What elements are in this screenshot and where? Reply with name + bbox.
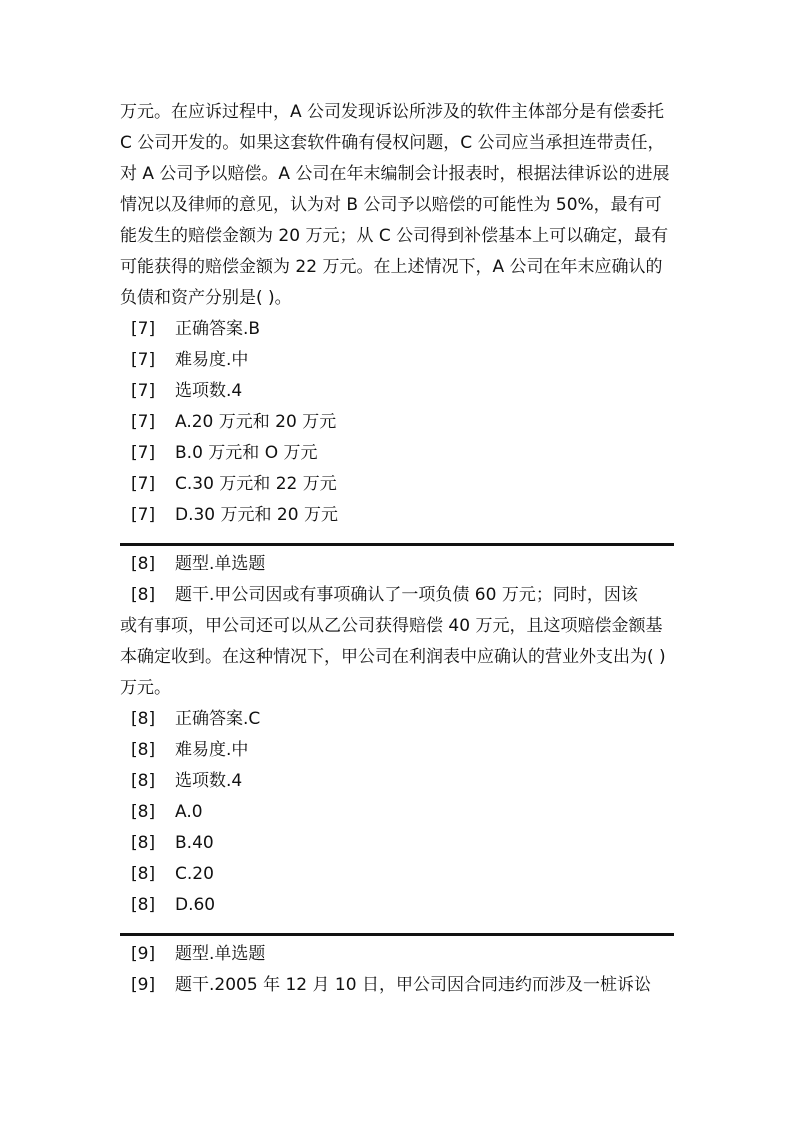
q8-option-b: B.40 bbox=[175, 833, 214, 853]
q8-option-count: 选项数.4 bbox=[175, 771, 243, 791]
q7-answer-row bbox=[120, 314, 676, 345]
q8-number: [8] bbox=[131, 895, 156, 915]
q8-number: [8] bbox=[131, 554, 156, 574]
q7-option-c: C.30 万元和 22 万元 bbox=[175, 474, 337, 494]
q7-stem: 万元。在应诉过程中，A 公司发现诉讼所涉及的软件主体部分是有偿委托 C 公司开发的。如果这套软件确有侵权问题，C 公司应当承担连带责任，对 A 公司予以赔偿。A 公司在年末编制会计报表时，根据法律诉讼的进展情况以及律师的意见，认为对 B 公司予以赔偿的可能性为 50%，最有可能发生的赔偿金额为 20 万元；从 C 公司得到补偿基本上可以确定，最有可能获得的赔偿金额为 22 万元。在上述情况下，A 公司在年末应确认的负债和资产分别是( )。 bbox=[120, 102, 670, 308]
q8-type-row bbox=[120, 549, 676, 580]
q7-option-count: 选项数.4 bbox=[175, 381, 243, 401]
q8-answer-row bbox=[120, 704, 676, 735]
q7-number: [7] bbox=[131, 443, 156, 463]
q8-option-b-row bbox=[120, 828, 676, 859]
q7-option-a: A.20 万元和 20 万元 bbox=[175, 412, 337, 432]
q8-stem-first-row bbox=[120, 580, 676, 611]
question-divider bbox=[120, 933, 674, 936]
q9-number: [9] bbox=[131, 975, 156, 995]
q8-option-a-row bbox=[120, 797, 676, 828]
q8-option-d: D.60 bbox=[175, 895, 216, 915]
q8-stem-rest: 或有事项，甲公司还可以从乙公司获得赔偿 40 万元，且这项赔偿金额基本确定收到。在这种情况下，甲公司在利润表中应确认的营业外支出为( )万元。 bbox=[120, 616, 666, 698]
q7-answer: 正确答案.B bbox=[175, 319, 261, 339]
q9-stem-first: 题干.2005 年 12 月 10 日，甲公司因合同违约而涉及一桩诉讼 bbox=[175, 975, 651, 995]
q7-number: [7] bbox=[131, 350, 156, 370]
question-divider bbox=[120, 543, 674, 546]
q7-difficulty: 难易度.中 bbox=[175, 350, 249, 370]
q8-option-c-row bbox=[120, 859, 676, 890]
q9-type: 题型.单选题 bbox=[175, 944, 266, 964]
q8-number: [8] bbox=[131, 771, 156, 791]
q8-option-d-row bbox=[120, 890, 676, 921]
q7-number: [7] bbox=[131, 412, 156, 432]
q9-type-row bbox=[120, 939, 676, 970]
q7-option-c-row bbox=[120, 469, 676, 500]
q7-number: [7] bbox=[131, 474, 156, 494]
q8-number: [8] bbox=[131, 740, 156, 760]
q7-option-a-row bbox=[120, 407, 676, 438]
q8-option-a: A.0 bbox=[175, 802, 203, 822]
q8-option-count-row bbox=[120, 766, 676, 797]
q7-number: [7] bbox=[131, 381, 156, 401]
q8-stem-first: 题干.甲公司因或有事项确认了一项负债 60 万元；同时，因该 bbox=[175, 585, 638, 605]
q8-number: [8] bbox=[131, 833, 156, 853]
q8-number: [8] bbox=[131, 709, 156, 729]
q8-difficulty-row bbox=[120, 735, 676, 766]
q7-option-d: D.30 万元和 20 万元 bbox=[175, 505, 338, 525]
q7-option-b-row bbox=[120, 438, 676, 469]
q8-option-c: C.20 bbox=[175, 864, 214, 884]
q7-number: [7] bbox=[131, 505, 156, 525]
q8-number: [8] bbox=[131, 802, 156, 822]
q7-number: [7] bbox=[131, 319, 156, 339]
q9-number: [9] bbox=[131, 944, 156, 964]
document-page bbox=[120, 97, 676, 1001]
q8-number: [8] bbox=[131, 864, 156, 884]
q8-answer: 正确答案.C bbox=[175, 709, 261, 729]
q7-option-d-row bbox=[120, 500, 676, 531]
q8-type: 题型.单选题 bbox=[175, 554, 266, 574]
q8-difficulty: 难易度.中 bbox=[175, 740, 249, 760]
q9-stem-first-row bbox=[120, 970, 676, 1001]
q8-number: [8] bbox=[131, 585, 156, 605]
q7-difficulty-row bbox=[120, 345, 676, 376]
q7-option-b: B.0 万元和 O 万元 bbox=[175, 443, 318, 463]
q7-option-count-row bbox=[120, 376, 676, 407]
